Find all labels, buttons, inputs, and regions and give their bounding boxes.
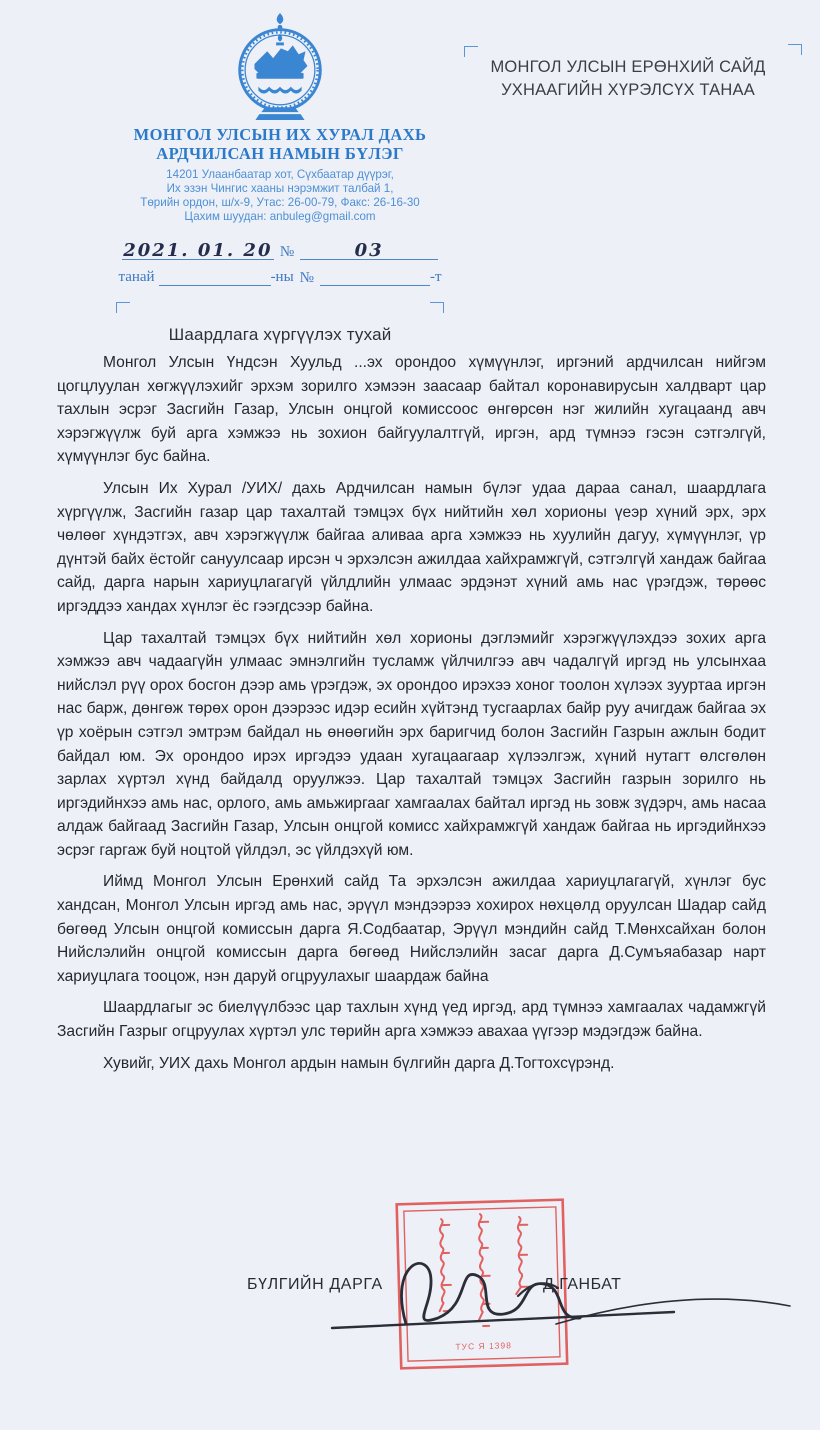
body-paragraph: Хувийг, УИХ дахь Монгол ардын намын бүлгийн дарга Д.Тогтохсүрэнд. — [103, 1054, 615, 1072]
signature-title: БҮЛГИЙН ДАРГА — [247, 1276, 383, 1293]
corner-bracket-left-icon — [116, 302, 130, 313]
signature-name: Д.ГАНБАТ — [543, 1276, 622, 1293]
handwritten-date: 2021. 01. 20 — [123, 240, 273, 261]
address-line: Цахим шуудан: anbuleg@gmail.com — [184, 210, 376, 223]
number-symbol: № — [299, 270, 314, 286]
addressee-ref-row — [108, 269, 452, 286]
letterhead — [108, 12, 452, 345]
address-line: 14201 Улаанбаатар хот, Сүхбаатар дүүрэг, — [166, 168, 394, 181]
body-paragraph: Шаардлагыг эс биелүүлбээс цар тахлын хүнд үед иргэд, ард түмнээ хамгаалах чадамжгүй Засгийн Газрыг огцруулах хүртэл улс төрийн арга хэмжээ авахаа үүгээр мэдэгдэж байна. — [57, 999, 766, 1041]
date-underline — [122, 238, 274, 260]
corner-bracket-right-icon — [430, 302, 444, 313]
addressee-label: танай — [118, 269, 155, 285]
number-underline — [300, 238, 438, 260]
recipient-line1: МОНГОЛ УЛСЫН ЕРӨНХИЙ САЙД — [490, 58, 766, 76]
letter-body — [57, 351, 766, 1083]
handwritten-number: 03 — [354, 240, 384, 261]
blank-underline — [320, 269, 430, 286]
address-line: Их эзэн Чингис хааны нэрэмжит талбай 1, — [166, 182, 394, 195]
subject-title: Шаардлага хүргүүлэх тухай — [168, 325, 392, 344]
blank-underline — [159, 269, 271, 286]
corner-bracket-left-icon — [464, 46, 478, 57]
ref-date-row — [108, 238, 452, 260]
body-paragraph: Цар тахалтай тэмцэх бүх нийтийн хөл хорионы дэглэмийг хэрэгжүүлэхдээ зохих арга хэмжээ авч чадаагүйн улмаас эмнэлгийн тусламж үйлчилгээ авч чадалгүй иргэд нь улсынхаа нийслэл рүү орох босгон дээр амь үрэгдэж, эх орондоо ирэхээ хоног тоолон хүлээх зууртаа иргэн нас барж, дөнгөж төрөх орон дээрээс идэр есийн хүйтэнд тусгаарлах байр руу ачигдаж байгаа эх үр хоёрын сэтгэл эмтрэм байдал нь өнөөгийн эрх баригчид болон Засгийн Газрын ажлын бодит байдал юм. Эх орондоо ирэх иргэдээ удаан хугацаагаар хүлээлгэж, хүний нутагт өлсгөлөн зарлах хүртэл хүнд байдалд оруулжээ. Цар тахалтай тэмцэх Засгийн газрын зорилго нь иргэдийнхээ амь нас, орлого, амь амьжиргааг хамгаалах байтал иргэд нь зовж зүдэрч, амь насаа алдаж байгаад Засгийн Газар, Улсын онцгой комисс хайхрамжгүй хандаж байгаа нь иргэдийнхээ эсрэг гаргаж буй ноцтой үйлдэл, эс үйлдэхүй юм. — [57, 629, 766, 859]
body-paragraph: Монгол Улсын Үндсэн Хуульд ...эх орондоо хүмүүнлэг, иргэний ардчилсан нийгэм цогцлуулан хөгжүүлэхийг эрхэм зорилго хэмээн заасаар байтал коронавирусын халдварт цар тахлын эсрэг Засгийн Газар, Улсын онцгой комиссоос өнгөрсөн нэг жилийн хугацаанд авч хэрэгжүүлж буй арга хэмжээ нь зохион байгуулалтгүй, иргэн, ард түмнээ гэсэн сэтгэлгүй, хүмүүнлэг бус байна. — [57, 354, 766, 466]
org-name-line1: МОНГОЛ УЛСЫН ИХ ХУРАЛ ДАХЬ — [133, 125, 427, 144]
org-address — [108, 168, 452, 224]
org-name-line2: АРДЧИЛСАН НАМЫН БҮЛЭГ — [156, 144, 404, 163]
stamp-serial: ТУС Я 1398 — [455, 1340, 513, 1352]
recipient-line2: УХНААГИЙН ХҮРЭЛСҮХ ТАНАА — [501, 81, 755, 99]
number-symbol: № — [279, 244, 295, 260]
subject-bracket-row — [108, 302, 452, 316]
body-paragraph: Улсын Их Хурал /УИХ/ дахь Ардчилсан намын бүлэг удаа дараа санал, шаардлага хүргүүлж, Засгийн газар цар тахалтай тэмцэх бүх нийтийн хөл хорионы үеэр хүний эрх, эрх чөлөөг хүндэтгэх, авч хэрэгжүүлж байгаа аливаа арга хэмжээ нь хуулийн дагуу, хүмүүнлэг, үр дүнтэй байх ёстойг сануулсаар ирсэн ч эрхэлсэн ажилдаа хайхрамжгүй, сэтгэлгүй хандаж байгаа сайд, дарга нарын хариуцлагагүй үйлдлийн улмаас эрдэнэт хүний амь нас үрэгдэж, төрөөс иргэддээ хандах хүнлэг ёс гээгдсээр байна. — [57, 479, 766, 615]
state-emblem-logo — [108, 12, 452, 122]
ny-suffix: -ны — [270, 269, 294, 285]
recipient-block — [452, 44, 804, 102]
body-paragraph: Иймд Монгол Улсын Ерөнхий сайд Та эрхэлсэн ажилдаа хариуцлагагүй, хүнлэг бус хандсан, Монгол Улсын иргэд амь нас, эрүүл мэндээрээ хохирох нөхцөлд оруулсан Шадар сайд бөгөөд Улсын онцгой комиссын дарга Я.Содбаатар, Эрүүл мэндийн сайд Т.Мөнхсайхан болон Нийслэлийн онцгой комиссын дарга бөгөөд Нийслэлийн засаг дарга Д.Сумъяабазар нарт хариуцлага тооцож, нэн даруй огцруулахыг шаардаж байна — [57, 873, 766, 985]
corner-bracket-right-icon — [788, 44, 802, 55]
address-line: Төрийн ордон, ш/х-9, Утас: 26-00-79, Факс: 26-16-30 — [140, 196, 420, 209]
t-suffix: -т — [429, 269, 442, 285]
